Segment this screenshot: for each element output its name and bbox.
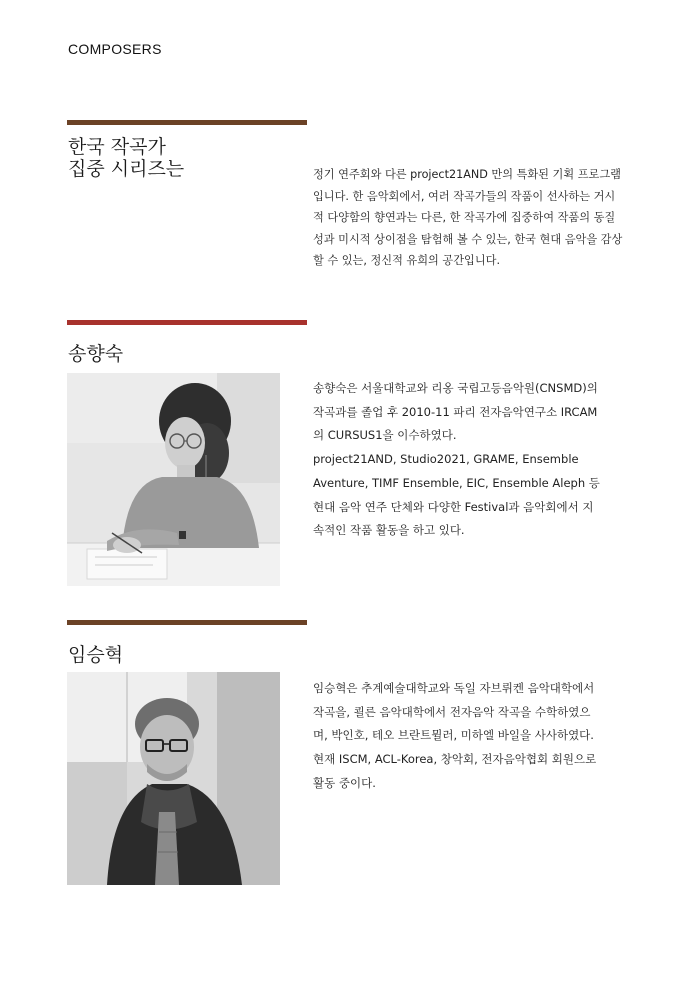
bio-line: 활동 중이다.	[313, 775, 376, 790]
section-divider-series	[67, 120, 307, 125]
composer-name: 임승혁	[68, 644, 124, 666]
bio-line: 송향숙은 서울대학교와 리옹 국립고등음악원(CNSMD)의	[313, 381, 598, 395]
series-title	[68, 136, 184, 180]
section-divider-composer-2	[67, 620, 307, 625]
composer-name: 송향숙	[68, 343, 124, 365]
description-line: 적 다양함의 향연과는 다른, 한 작곡가에 집중하여 작품의 동질	[313, 211, 616, 224]
bio-line: 작곡을, 쾰른 음악대학에서 전자음악 작곡을 수학하였으	[313, 704, 591, 719]
description-line: 정기 연주회와 다른 project21AND 만의 특화된 기획 프로그램	[313, 168, 621, 181]
bio-line: 속적인 작품 활동을 하고 있다.	[313, 523, 465, 538]
description-line: 성과 미시적 상이점을 탐험해 볼 수 있는, 한국 현대 음악을 감상	[313, 232, 623, 246]
description-line: 입니다. 한 음악회에서, 여러 작곡가들의 작품이 선사하는 거시	[313, 189, 616, 203]
bio-line: 임승혁은 추계예술대학교와 독일 자브뤼켄 음악대학에서	[313, 681, 595, 695]
bio-line: 작곡과를 졸업 후 2010-11 파리 전자음악연구소 IRCAM	[313, 404, 598, 419]
bio-line: 현재 ISCM, ACL-Korea, 창악회, 전자음악협회 회원으로	[313, 752, 597, 767]
portrait-woman-glasses-image	[67, 373, 280, 586]
composer-bio	[313, 677, 629, 796]
series-description	[313, 164, 629, 272]
page-header: COMPOSERS	[68, 41, 162, 57]
description-line: 할 수 있는, 정신적 유희의 공간입니다.	[313, 254, 501, 267]
composer-photo-2	[67, 672, 280, 885]
bio-line: 의 CURSUS1을 이수하였다.	[313, 428, 457, 443]
bio-line: 며, 박인호, 테오 브란트뮐러, 미하엘 바일을 사사하였다.	[313, 728, 594, 743]
section-divider-composer-1	[67, 320, 307, 325]
composer-bio	[313, 377, 629, 543]
composer-photo-1	[67, 373, 280, 586]
series-title-line: 집중 시리즈는	[68, 158, 185, 180]
bio-line: project21AND, Studio2021, GRAME, Ensemble	[313, 452, 579, 467]
series-title-line: 한국 작곡가	[68, 136, 166, 158]
bio-line: Aventure, TIMF Ensemble, EIC, Ensemble Aleph 등	[313, 475, 600, 490]
bio-line: 현대 음악 연주 단체와 다양한 Festival과 음악회에서 지	[313, 499, 594, 514]
portrait-man-glasses-image	[67, 672, 280, 885]
